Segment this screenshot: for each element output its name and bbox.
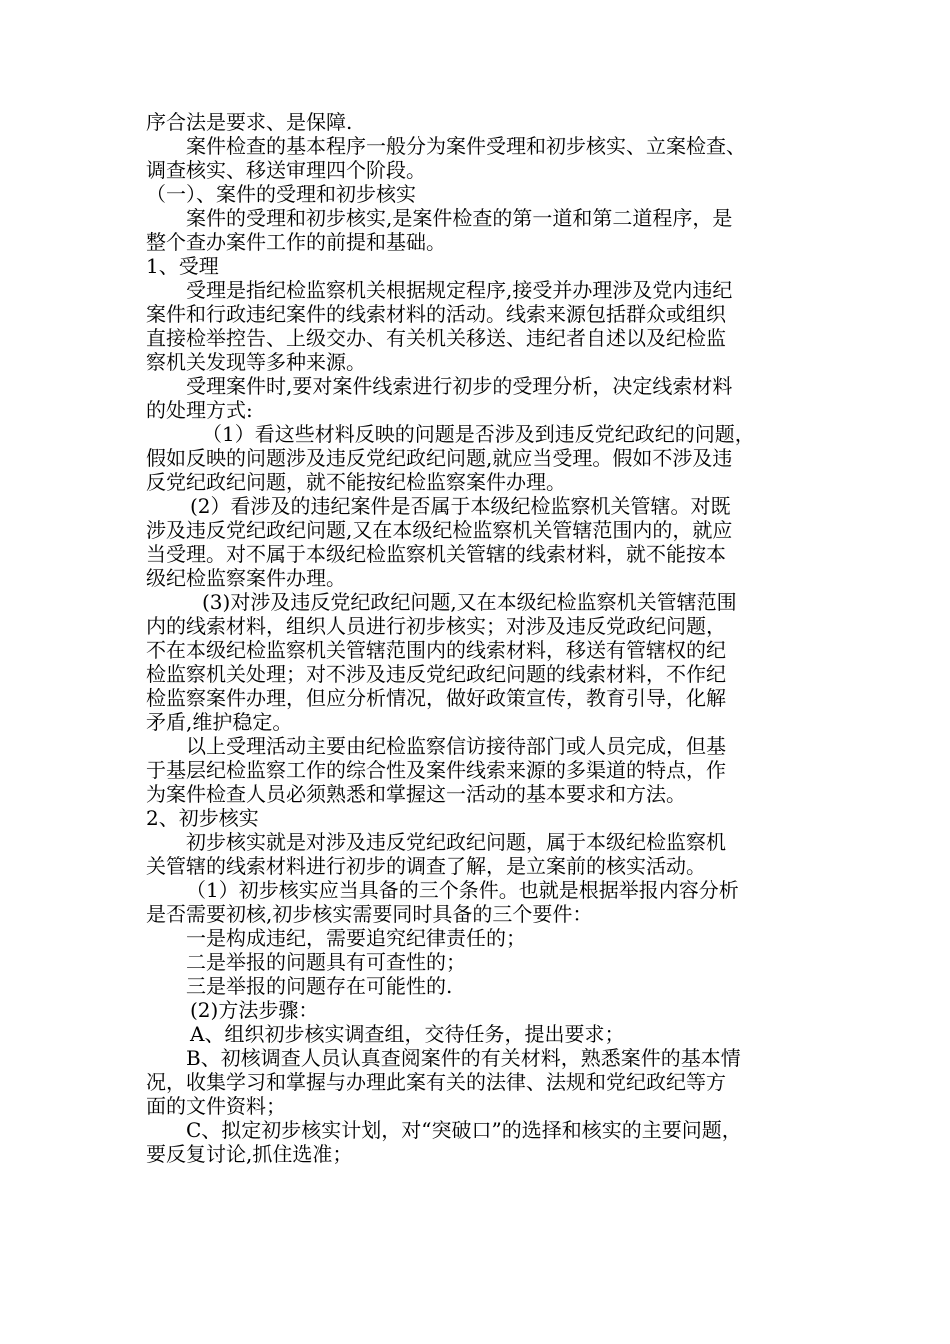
text-line: 检监察机关处理；对不涉及违反党纪政纪问题的线索材料，不作纪	[146, 662, 726, 686]
text-line: 于基层纪检监察工作的综合性及案件线索来源的多渠道的特点，作	[146, 758, 726, 782]
section-heading: （一）、案件的受理和初步核实	[146, 182, 416, 206]
text-line: 关管辖的线索材料进行初步的调查了解，是立案前的核实活动。	[146, 854, 706, 878]
text-line: 内的线索材料，组织人员进行初步核实；对涉及违反党政纪问题，	[146, 614, 726, 638]
list-item-first-line: (3)对涉及违反党纪政纪问题,又在本级纪检监察机关管辖范围	[202, 590, 737, 614]
subsection-heading: 1、受理	[146, 254, 219, 278]
text-line: 案件和行政违纪案件的线索材料的活动。线索来源包括群众或组织	[146, 302, 726, 326]
text-line: 况，收集学习和掌握与办理此案有关的法律、法规和党纪政纪等方	[146, 1070, 726, 1094]
text-line: 直接检举控告、上级交办、有关机关移送、违纪者自述以及纪检监	[146, 326, 726, 350]
paragraph-first-line: 案件检查的基本程序一般分为案件受理和初步核实、立案检查、	[186, 134, 746, 158]
text-line: 是否需要初核,初步核实需要同时具备的三个要件：	[146, 902, 593, 926]
subsection-heading: 2、初步核实	[146, 806, 259, 830]
list-item-first-line: C、拟定初步核实计划，对“突破口”的选择和核实的主要问题，	[186, 1118, 742, 1142]
list-item: 二是举报的问题具有可查性的；	[186, 950, 466, 974]
paragraph-first-line: 受理是指纪检监察机关根据规定程序,接受并办理涉及党内违纪	[186, 278, 733, 302]
text-line: 涉及违反党纪政纪问题,又在本级纪检监察机关管辖范围内的，就应	[146, 518, 733, 542]
paragraph-first-line: 初步核实就是对涉及违反党纪政纪问题，属于本级纪检监察机	[186, 830, 726, 854]
text-line: 矛盾,维护稳定。	[146, 710, 293, 734]
text-line: 不在本级纪检监察机关管辖范围内的线索材料，移送有管辖权的纪	[146, 638, 726, 662]
list-item-first-line: （1）看这些材料反映的问题是否涉及到违反党纪政纪的问题，	[202, 422, 755, 446]
list-item: 一是构成违纪，需要追究纪律责任的；	[186, 926, 526, 950]
text-line: 反党纪政纪问题，就不能按纪检监察案件办理。	[146, 470, 566, 494]
text-line: 的处理方式:	[146, 398, 253, 422]
text-line: 级纪检监察案件办理。	[146, 566, 346, 590]
text-line: 面的文件资料；	[146, 1094, 286, 1118]
text-line: 当受理。对不属于本级纪检监察机关管辖的线索材料，就不能按本	[146, 542, 726, 566]
list-item: (2)方法步骤：	[190, 998, 319, 1022]
text-line: 要反复讨论,抓住选准；	[146, 1142, 353, 1166]
text-line: 调查核实、移送审理四个阶段。	[146, 158, 426, 182]
text-line: 为案件检查人员必须熟悉和掌握这一活动的基本要求和方法。	[146, 782, 686, 806]
document-page	[146, 110, 814, 1166]
paragraph-first-line: 案件的受理和初步核实,是案件检查的第一道和第二道程序，是	[186, 206, 733, 230]
text-line: 检监察案件办理，但应分析情况，做好政策宣传，教育引导，化解	[146, 686, 726, 710]
list-item: A、组织初步核实调查组，交待任务，提出要求；	[190, 1022, 625, 1046]
list-item-first-line: B、初核调查人员认真查阅案件的有关材料，熟悉案件的基本情	[186, 1046, 741, 1070]
paragraph-first-line: 以上受理活动主要由纪检监察信访接待部门或人员完成，但基	[186, 734, 726, 758]
text-line: 假如反映的问题涉及违反党纪政纪问题,就应当受理。假如不涉及违	[146, 446, 733, 470]
paragraph-first-line: 受理案件时,要对案件线索进行初步的受理分析，决定线索材料	[186, 374, 733, 398]
text-line: 序合法是要求、是保障.	[146, 110, 353, 134]
list-item: 三是举报的问题存在可能性的.	[186, 974, 453, 998]
text-line: 整个查办案件工作的前提和基础。	[146, 230, 446, 254]
list-item-first-line: (2）看涉及的违纪案件是否属于本级纪检监察机关管辖。对既	[190, 494, 731, 518]
text-line: 察机关发现等多种来源。	[146, 350, 366, 374]
list-item-first-line: （1）初步核实应当具备的三个条件。也就是根据举报内容分析	[186, 878, 739, 902]
